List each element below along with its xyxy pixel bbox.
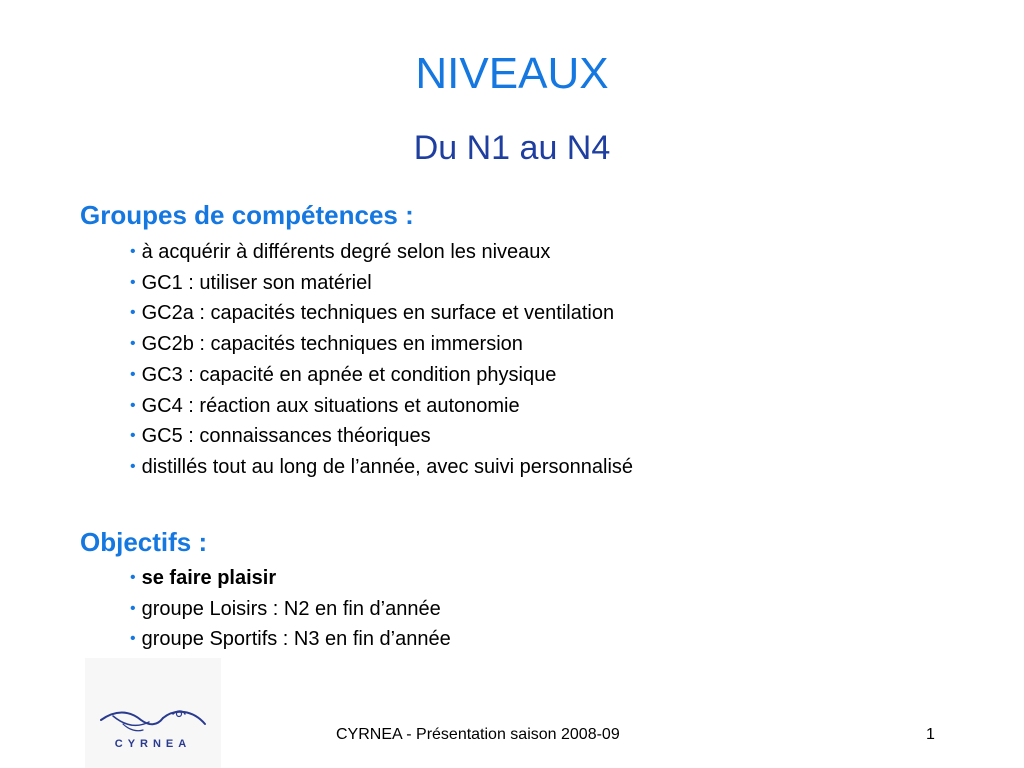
list-item: • GC1 : utiliser son matériel [130, 268, 633, 299]
bullet-icon: • [130, 304, 136, 322]
competences-list [130, 237, 633, 483]
footer-text: CYRNEA - Présentation saison 2008-09 [336, 726, 620, 743]
slide-title: NIVEAUX [415, 49, 609, 98]
bullet-icon: • [130, 273, 136, 291]
list-item: • GC3 : capacité en apnée et condition physique [130, 360, 633, 391]
competences-heading: Groupes de compétences : [80, 200, 414, 230]
bullet-icon: • [130, 427, 136, 445]
bullet-icon: • [130, 396, 136, 414]
page-number: 1 [926, 726, 935, 743]
bullet-icon: • [130, 243, 136, 260]
list-item: • GC2b : capacités techniques en immersion [130, 329, 633, 360]
list-item: • groupe Sportifs : N3 en fin d’année [130, 624, 451, 655]
list-item: • à acquérir à différents degré selon les niveaux [130, 237, 633, 268]
list-item: • se faire plaisir [130, 563, 451, 594]
cyrnea-logo [85, 658, 221, 768]
list-item: • groupe Loisirs : N2 en fin d’année [130, 594, 451, 625]
bullet-icon: • [130, 365, 136, 383]
objectifs-list [130, 563, 451, 655]
bullet-icon: • [130, 569, 136, 586]
bullet-icon: • [130, 630, 136, 648]
list-item: • GC2a : capacités techniques en surface et ventilation [130, 298, 633, 329]
objectifs-heading: Objectifs : [80, 527, 208, 557]
list-item: • GC5 : connaissances théoriques [130, 421, 633, 452]
bullet-icon: • [130, 457, 136, 475]
bullet-icon: • [130, 335, 136, 353]
manta-ray-icon [97, 704, 209, 738]
slide-subtitle: Du N1 au N4 [413, 129, 611, 167]
bullet-icon: • [130, 599, 136, 617]
list-item: • distillés tout au long de l’année, avec suivi personnalisé [130, 452, 633, 483]
list-item: • GC4 : réaction aux situations et autonomie [130, 391, 633, 422]
logo-text: CYRNEA [114, 738, 192, 750]
